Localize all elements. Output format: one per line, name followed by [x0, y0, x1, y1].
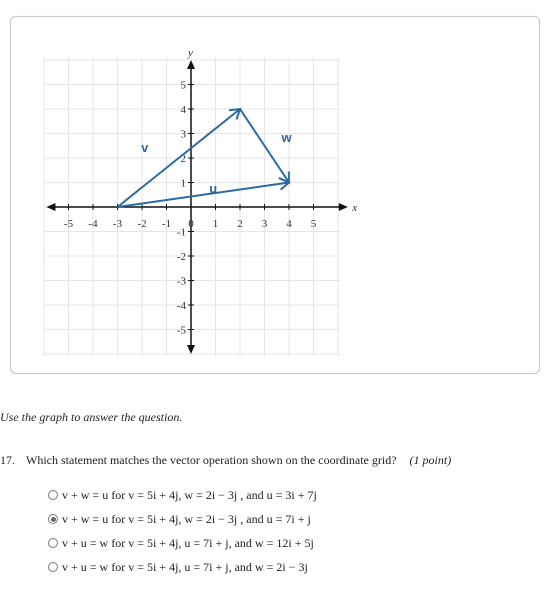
x-tick-label: 0 — [188, 218, 194, 230]
x-axis-label: x — [352, 202, 358, 214]
x-tick-label: 4 — [286, 218, 292, 230]
y-tick-label: 2 — [180, 153, 186, 165]
vector-u-label: u — [209, 180, 218, 196]
question-text: Which statement matches the vector operation shown on the coordinate grid? — [26, 453, 397, 467]
x-tick-label: 3 — [261, 218, 268, 230]
x-tick-label: -4 — [88, 218, 98, 230]
x-tick-label: -5 — [63, 218, 74, 230]
y-tick-label: 1 — [180, 177, 186, 190]
x-tick-label: 2 — [237, 218, 243, 230]
coordinate-grid — [11, 17, 539, 373]
option-text-2: v + w = u for v = 5i + 4j, w = 2i − 3j , and u = 7i + j — [62, 511, 311, 526]
answer-option-3[interactable] — [48, 531, 317, 555]
y-tick-label: -5 — [176, 324, 186, 337]
y-axis-up-arrow — [187, 60, 195, 69]
option-text-1: v + w = u for v = 5i + 4j, w = 2i − 3j , and u = 3i + 7j — [62, 487, 317, 502]
option-text-4: v + u = w for v = 5i + 4j, u = 7i + j, and w = 2i − 3j — [62, 559, 308, 574]
y-tick-label: 4 — [180, 104, 186, 116]
radio-button-2[interactable] — [48, 514, 58, 524]
x-tick-label: -1 — [161, 218, 172, 230]
x-tick-label: -2 — [137, 218, 147, 230]
x-tick-label: -3 — [112, 218, 123, 230]
answer-option-1[interactable] — [48, 483, 317, 507]
y-tick-label: 3 — [180, 128, 186, 141]
y-tick-label: -1 — [176, 226, 186, 239]
radio-button-1[interactable] — [48, 490, 58, 500]
x-tick-label: 5 — [310, 218, 317, 230]
vector-w-label: w — [281, 129, 292, 145]
radio-button-4[interactable] — [48, 562, 58, 572]
question — [0, 453, 451, 468]
y-axis-down-arrow — [187, 345, 195, 354]
answer-options — [48, 483, 317, 579]
x-axis-right-arrow — [339, 203, 348, 211]
y-tick-label: -4 — [176, 300, 186, 312]
y-axis-label: y — [188, 47, 193, 59]
coordinate-graph-card — [10, 16, 540, 374]
vector-v-label: v — [141, 140, 149, 155]
y-tick-label: 5 — [180, 79, 186, 92]
question-points: (1 point) — [409, 453, 452, 467]
y-tick-label: -3 — [176, 275, 186, 288]
radio-button-3[interactable] — [48, 538, 58, 548]
x-tick-label: 1 — [212, 218, 219, 230]
y-tick-label: -2 — [176, 251, 186, 263]
instruction-text: Use the graph to answer the question. — [0, 410, 183, 424]
answer-option-4[interactable] — [48, 555, 317, 579]
question-number: 17. — [0, 453, 15, 467]
option-text-3: v + u = w for v = 5i + 4j, u = 7i + j, and w = 12i + 5j — [62, 535, 314, 550]
x-axis-left-arrow — [46, 203, 55, 211]
answer-option-2[interactable] — [48, 507, 317, 531]
